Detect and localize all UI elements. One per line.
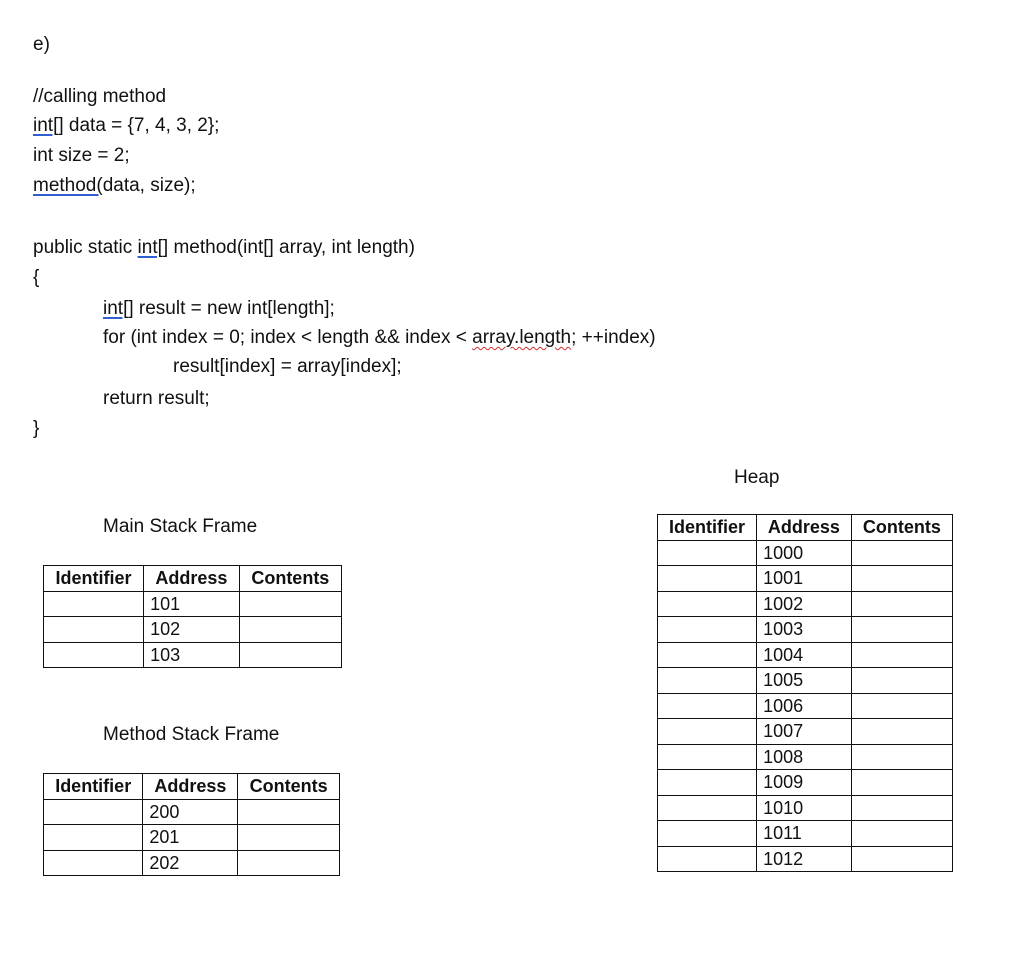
contents-cell [851, 617, 952, 643]
table-row [658, 770, 953, 796]
table-row [658, 693, 953, 719]
table-row [44, 617, 342, 643]
address-cell: 1003 [757, 617, 852, 643]
table-row [658, 540, 953, 566]
contents-cell [851, 744, 952, 770]
table-row [658, 846, 953, 872]
method-body-return: return result; [103, 388, 210, 409]
table-row [44, 825, 340, 851]
identifier-cell [658, 591, 757, 617]
table-row [44, 642, 342, 668]
contents-cell [851, 540, 952, 566]
identifier-cell [44, 825, 143, 851]
address-cell: 1010 [757, 795, 852, 821]
method-stack-table [43, 773, 340, 876]
identifier-cell [658, 770, 757, 796]
contents-cell [239, 617, 341, 643]
address-cell: 101 [144, 591, 240, 617]
identifier-cell [658, 668, 757, 694]
grammar-flag-return-type: int[] [137, 237, 169, 258]
address-cell: 1006 [757, 693, 852, 719]
identifier-cell [658, 693, 757, 719]
contents-cell [851, 668, 952, 694]
table-row [658, 617, 953, 643]
method-body-result-decl [103, 297, 335, 321]
method-stack-header-row [44, 774, 340, 800]
heap-header-row [658, 515, 953, 541]
grammar-flag-int-array: int[] [33, 115, 64, 136]
code-comment: //calling method [33, 86, 167, 107]
main-stack-table [43, 565, 342, 668]
table-row [658, 591, 953, 617]
identifier-cell [658, 566, 757, 592]
heap-title: Heap [734, 467, 780, 488]
identifier-cell [44, 850, 143, 876]
code-line-data-decl [33, 114, 219, 138]
table-row [658, 668, 953, 694]
contents-cell [851, 846, 952, 872]
code-line-size-decl: int size = 2; [33, 145, 130, 166]
table-row [44, 799, 340, 825]
identifier-cell [658, 821, 757, 847]
address-cell: 1007 [757, 719, 852, 745]
address-cell: 102 [144, 617, 240, 643]
contents-cell [851, 821, 952, 847]
table-row [658, 566, 953, 592]
address-cell: 103 [144, 642, 240, 668]
contents-cell [851, 693, 952, 719]
main-stack-header-contents: Contents [239, 566, 341, 592]
code-line-data-decl-rest: data = {7, 4, 3, 2}; [63, 115, 220, 136]
main-stack-title: Main Stack Frame [103, 516, 258, 537]
heap-header-contents: Contents [851, 515, 952, 541]
contents-cell [238, 799, 340, 825]
address-cell: 202 [143, 850, 238, 876]
contents-cell [851, 719, 952, 745]
heap-header-address: Address [757, 515, 852, 541]
address-cell: 1002 [757, 591, 852, 617]
part-label: e) [33, 34, 50, 55]
method-stack-title: Method Stack Frame [103, 724, 280, 745]
identifier-cell [658, 617, 757, 643]
grammar-flag-method-call: method( [33, 175, 103, 196]
contents-cell [239, 642, 341, 668]
method-signature-prefix: public static [33, 237, 138, 258]
identifier-cell [44, 591, 144, 617]
address-cell: 1005 [757, 668, 852, 694]
contents-cell [851, 770, 952, 796]
code-line-method-call-rest: data, size); [102, 175, 196, 196]
address-cell: 1012 [757, 846, 852, 872]
method-body-for-loop [103, 326, 656, 350]
method-stack-header-contents: Contents [238, 774, 340, 800]
method-stack-header-identifier: Identifier [44, 774, 143, 800]
method-signature [33, 236, 415, 260]
address-cell: 1008 [757, 744, 852, 770]
table-row [44, 591, 342, 617]
table-row [658, 719, 953, 745]
main-stack-header-address: Address [144, 566, 240, 592]
address-cell: 1000 [757, 540, 852, 566]
address-cell: 201 [143, 825, 238, 851]
for-loop-suffix: ; ++index) [571, 327, 656, 348]
method-close-brace: } [33, 418, 40, 439]
identifier-cell [658, 642, 757, 668]
identifier-cell [658, 719, 757, 745]
contents-cell [851, 591, 952, 617]
address-cell: 1001 [757, 566, 852, 592]
identifier-cell [658, 744, 757, 770]
contents-cell [851, 795, 952, 821]
contents-cell [238, 850, 340, 876]
for-loop-prefix: for (int index = 0; index < length && index < [103, 327, 473, 348]
contents-cell [851, 566, 952, 592]
table-row [658, 744, 953, 770]
main-stack-header-identifier: Identifier [44, 566, 144, 592]
address-cell: 1004 [757, 642, 852, 668]
identifier-cell [44, 617, 144, 643]
contents-cell [238, 825, 340, 851]
method-body-assignment: result[index] = array[index]; [173, 356, 402, 377]
method-stack-header-address: Address [143, 774, 238, 800]
spelling-flag-array-length: array.length [472, 327, 572, 348]
identifier-cell [658, 846, 757, 872]
contents-cell [239, 591, 341, 617]
main-stack-header-row [44, 566, 342, 592]
address-cell: 1009 [757, 770, 852, 796]
identifier-cell [44, 642, 144, 668]
heap-table [657, 514, 953, 872]
table-row [658, 821, 953, 847]
table-row [658, 795, 953, 821]
contents-cell [851, 642, 952, 668]
table-row [658, 642, 953, 668]
address-cell: 1011 [757, 821, 852, 847]
table-row [44, 850, 340, 876]
method-open-brace: { [33, 267, 40, 288]
code-line-method-call [33, 174, 196, 198]
address-cell: 200 [143, 799, 238, 825]
identifier-cell [44, 799, 143, 825]
method-body-result-decl-rest: result = new int[length]; [133, 298, 335, 319]
method-signature-rest: method(int[] array, int length) [168, 237, 415, 258]
identifier-cell [658, 795, 757, 821]
heap-header-identifier: Identifier [658, 515, 757, 541]
identifier-cell [658, 540, 757, 566]
grammar-flag-result-type: int[] [103, 298, 134, 319]
